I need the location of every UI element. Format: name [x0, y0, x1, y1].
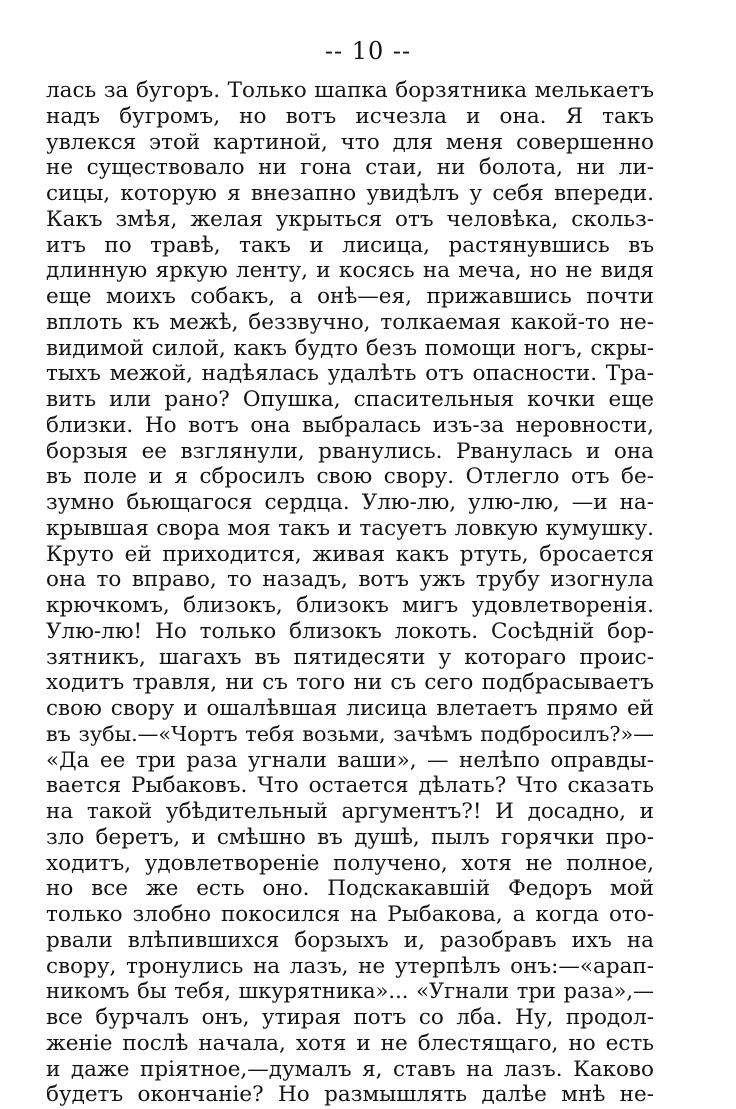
text-line: только злобно покосился на Рыбакова, а когда ото- [46, 902, 654, 927]
text-line: все бурчалъ онъ, утирая потъ со лба. Ну, продол- [46, 1005, 654, 1030]
text-line: зумно бьющагося сердца. Улю-лю, улю-лю, —и на- [46, 490, 654, 515]
text-line: свою свору и ошалѣвшая лисица влетаетъ прямо ей [46, 696, 654, 721]
text-line: еще моихъ собакъ, а онѣ—ея, прижавшись почти [46, 284, 654, 309]
text-line: Улю-лю! Но только близокъ локоть. Сосѣдній бор- [46, 618, 654, 644]
text-line: тыхъ межой, надѣялась удалѣть отъ опасности. Тра- [46, 361, 654, 387]
text-line: видимой силой, какъ будто безъ помощи ногъ, скры- [46, 335, 654, 361]
text-line: близки. Но вотъ она выбралась изъ-за неровности, [46, 412, 654, 438]
text-line: Какъ змѣя, желая укрыться отъ человѣка, скольз- [46, 206, 654, 232]
text-line: но все же есть оно. Подскакавшій Федоръ мой [46, 876, 654, 902]
text-line: итъ по травѣ, такъ и лисица, растянувшись въ [46, 232, 654, 258]
text-line: на такой убѣдительный аргументъ?! И досадно, и [46, 799, 654, 824]
text-line: женіе послѣ начала, хотя и не блестящаго, но есть [46, 1030, 654, 1056]
text-line: сицы, которую я внезапно увидѣлъ у себя впереди. [46, 181, 654, 206]
page-number: -- 10 -- [324, 37, 412, 65]
text-line: будетъ окончаніе? Но размышлять далѣе мнѣ не- [46, 1082, 654, 1108]
text-line: и даже пріятное,—думалъ я, ставъ на лазъ. Каково [46, 1056, 654, 1082]
text-line: она то вправо, то назадъ, вотъ ужъ трубу изогнула [46, 567, 654, 593]
text-line: рвали влѣпившихся борзыхъ и, разобравъ ихъ на [46, 927, 654, 953]
text-line: крывшая свора моя такъ и тасуетъ ловкую кумушку. [46, 515, 654, 541]
text-line: вается Рыбаковъ. Что остается дѣлать? Что сказать [46, 773, 654, 799]
text-line: ходитъ травля, ни съ того ни съ сего подбрасываетъ [46, 670, 654, 696]
text-line: длинную яркую ленту, и косясь на меча, но не видя [46, 258, 654, 284]
text-line: Круто ей приходится, живая какъ ртуть, бросается [46, 541, 654, 567]
text-line: вплоть къ межѣ, беззвучно, толкаемая какой-то не- [46, 309, 654, 335]
text-line: зятникъ, шагахъ въ пятидесяти у котораго проис- [46, 644, 654, 670]
body-text [46, 78, 654, 1108]
text-line: надъ бугромъ, но вотъ исчезла и она. Я такъ [46, 103, 654, 129]
text-line: свору, тронулись на лазъ, не утерпѣлъ онъ:—«арап- [46, 953, 654, 979]
text-line: борзыя ее взглянули, рванулись. Рванулась и она [46, 438, 654, 464]
text-line: лась за бугоръ. Только шапка борзятника мелькаетъ [46, 78, 654, 103]
text-line: въ поле и я сбросилъ свою свору. Отлегло отъ бе- [46, 464, 654, 490]
text-line: никомъ бы тебя, шкурятника»... «Угнали три раза»,— [46, 979, 654, 1004]
text-line: въ зубы.—«Чортъ тебя возьми, зачѣмъ подбросилъ?»— [46, 721, 654, 746]
text-line: не существовало ни гона стаи, ни болота, ни ли- [46, 155, 654, 181]
text-line: увлекся этой картиной, что для меня совершенно [46, 129, 654, 155]
text-line: зло беретъ, и смѣшно въ душѣ, пылъ горячки про- [46, 824, 654, 850]
text-line: «Да ее три раза угнали ваши», — нелѣпо оправды- [46, 747, 654, 773]
text-line: крючкомъ, близокъ, близокъ мигъ удовлетворенія. [46, 593, 654, 618]
text-line: вить или рано? Опушка, спасительныя кочки еще [46, 387, 654, 412]
text-line: ходитъ, удовлетвореніе получено, хотя не полное, [46, 850, 654, 876]
